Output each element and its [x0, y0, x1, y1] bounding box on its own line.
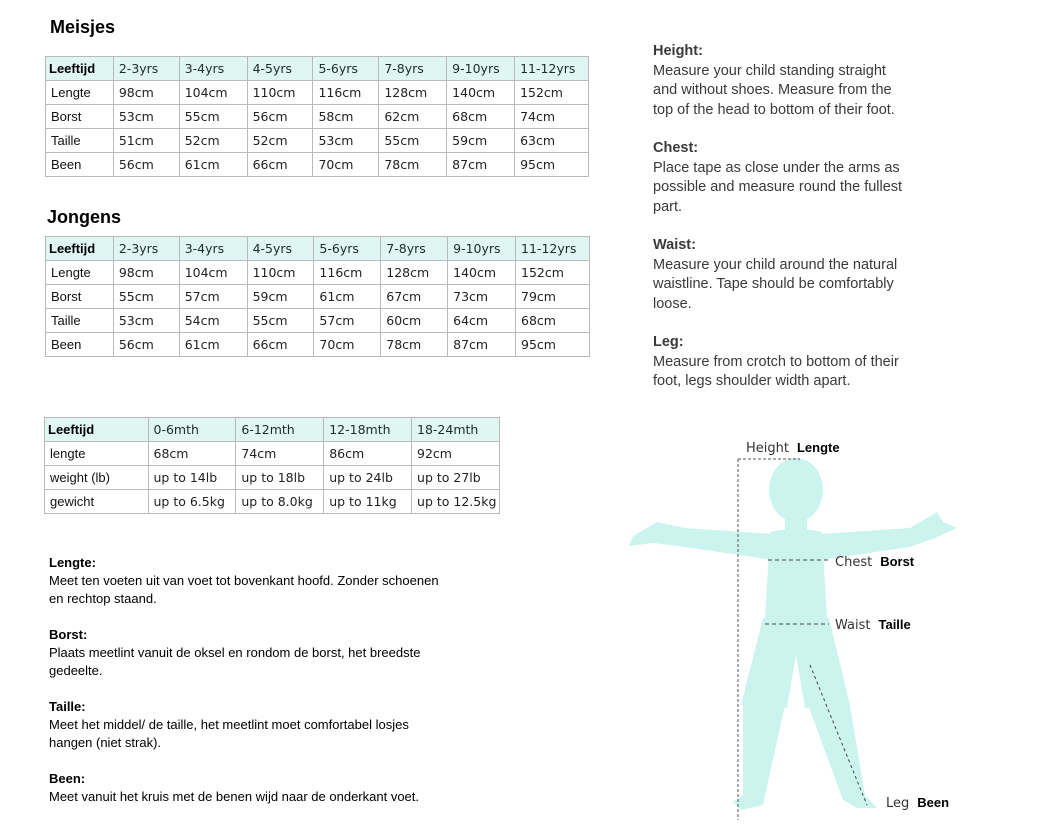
table-row — [46, 153, 589, 177]
row-label-cell: Borst — [46, 105, 114, 129]
instruction-line: loose. — [653, 295, 692, 312]
table-header-row — [46, 57, 589, 81]
measurement-cell: 61cm — [314, 285, 381, 309]
measurement-cell: 116cm — [313, 81, 379, 105]
instruction-line: hangen (niet strak). — [49, 735, 162, 750]
measurement-cell: 95cm — [516, 333, 590, 357]
instruction-line: waistline. Tape should be comfortably — [653, 276, 894, 292]
instruction-line: Meet het middel/ de taille, het meetlint moet comfortabel losjes — [49, 717, 409, 732]
header-age-cell: 9-10yrs — [447, 57, 515, 81]
girls-size-table — [45, 56, 589, 177]
measurement-cell: 56cm — [247, 105, 313, 129]
instruction-line: Meet ten voeten uit van voet tot bovenkant hoofd. Zonder schoenen — [49, 573, 439, 588]
header-age-cell: 9-10yrs — [448, 237, 516, 261]
measurement-cell: 104cm — [179, 261, 247, 285]
instruction-line: Measure your child standing straight — [653, 62, 886, 79]
measurement-cell: 68cm — [447, 105, 515, 129]
measurement-cell: up to 18lb — [236, 466, 324, 490]
measurement-cell: 116cm — [314, 261, 381, 285]
measurement-cell: 53cm — [113, 105, 179, 129]
instruction-block — [653, 236, 973, 314]
row-label-cell: Lengte — [46, 81, 114, 105]
measurement-cell: 56cm — [113, 153, 179, 177]
measurement-cell: 140cm — [447, 81, 515, 105]
measurement-cell: 53cm — [313, 129, 379, 153]
measurement-cell: 110cm — [247, 81, 313, 105]
instruction-line: gedeelte. — [49, 663, 103, 678]
measurement-cell: 152cm — [516, 261, 590, 285]
instruction-line: possible and measure round the fullest — [653, 179, 903, 195]
table-row — [46, 105, 589, 129]
english-instructions — [653, 42, 973, 411]
measurement-cell: 52cm — [179, 129, 247, 153]
row-label-cell: Borst — [46, 285, 114, 309]
measurement-cell: 86cm — [324, 442, 412, 466]
measurement-cell: 73cm — [448, 285, 516, 309]
measurement-cell: 67cm — [381, 285, 448, 309]
header-age-cell: 12-18mth — [324, 418, 412, 442]
instruction-block — [49, 770, 549, 806]
measurement-cell: 152cm — [515, 81, 589, 105]
measurement-cell: 98cm — [113, 261, 179, 285]
measurement-cell: 70cm — [313, 153, 379, 177]
row-label-cell: lengte — [45, 442, 149, 466]
figure-leg-label: Leg Been — [886, 795, 950, 811]
child-silhouette — [629, 458, 957, 810]
measurement-cell: 78cm — [381, 333, 448, 357]
header-age-cell: 0-6mth — [148, 418, 236, 442]
instruction-block — [49, 698, 549, 752]
measurement-cell: up to 12.5kg — [412, 490, 500, 514]
measurement-cell: 54cm — [179, 309, 247, 333]
measurement-cell: 57cm — [179, 285, 247, 309]
instruction-line: Place tape as close under the arms as — [653, 159, 900, 176]
header-label-cell: Leeftijd — [45, 418, 149, 442]
measurement-cell: 61cm — [179, 153, 247, 177]
instruction-line: Meet vanuit het kruis met de benen wijd naar de onderkant voet. — [49, 789, 419, 804]
measurement-cell: 63cm — [515, 129, 589, 153]
measurement-cell: up to 6.5kg — [148, 490, 236, 514]
instruction-title: Height: — [653, 43, 703, 59]
boys-size-table — [45, 236, 590, 357]
header-age-cell: 3-4yrs — [179, 237, 247, 261]
table-row — [46, 285, 590, 309]
measurement-cell: 92cm — [412, 442, 500, 466]
measurement-cell: 55cm — [113, 285, 179, 309]
measurement-cell: 61cm — [179, 333, 247, 357]
measurement-cell: 87cm — [447, 153, 515, 177]
measurement-cell: 59cm — [247, 285, 314, 309]
instruction-title: Been: — [49, 771, 86, 786]
table-row — [46, 81, 589, 105]
table-header-row — [45, 418, 500, 442]
measurement-cell: 60cm — [381, 309, 448, 333]
instruction-title: Waist: — [653, 237, 696, 253]
dutch-instructions — [49, 554, 549, 824]
instruction-line: en rechtop staand. — [49, 591, 157, 606]
measurement-cell: up to 11kg — [324, 490, 412, 514]
header-age-cell: 18-24mth — [412, 418, 500, 442]
instruction-title: Chest: — [653, 140, 699, 156]
measurement-cell: 128cm — [381, 261, 448, 285]
instruction-line: top of the head to bottom of their foot. — [653, 101, 895, 118]
measurement-cell: 110cm — [247, 261, 314, 285]
figure-waist-label: Waist Taille — [835, 617, 911, 633]
measurement-cell: 59cm — [447, 129, 515, 153]
instruction-line: and without shoes. Measure from the — [653, 82, 892, 98]
measurement-cell: 87cm — [448, 333, 516, 357]
measurement-cell: 104cm — [179, 81, 247, 105]
instruction-block — [49, 626, 549, 680]
measurement-cell: 66cm — [247, 333, 314, 357]
measurement-cell: 62cm — [379, 105, 447, 129]
instruction-title: Taille: — [49, 699, 86, 714]
instruction-line: part. — [653, 198, 683, 215]
table-header-row — [46, 237, 590, 261]
row-label-cell: Taille — [46, 129, 114, 153]
instruction-block — [653, 139, 973, 217]
measurement-cell: 55cm — [247, 309, 314, 333]
measurement-cell: 140cm — [448, 261, 516, 285]
measurement-cell: 51cm — [113, 129, 179, 153]
measurement-cell: up to 27lb — [412, 466, 500, 490]
table-row — [45, 490, 500, 514]
measurement-cell: 64cm — [448, 309, 516, 333]
instruction-line: Measure your child around the natural — [653, 256, 898, 273]
instruction-block — [653, 42, 973, 120]
instruction-title: Lengte: — [49, 555, 96, 570]
measurement-cell: up to 24lb — [324, 466, 412, 490]
figure-height-label: Height Lengte — [746, 440, 840, 456]
table-row — [46, 309, 590, 333]
measurement-cell: 79cm — [516, 285, 590, 309]
header-age-cell: 4-5yrs — [247, 57, 313, 81]
measurement-cell: up to 14lb — [148, 466, 236, 490]
header-age-cell: 2-3yrs — [113, 57, 179, 81]
table-row — [46, 129, 589, 153]
table-row — [46, 333, 590, 357]
instruction-line: Plaats meetlint vanuit de oksel en rondom de borst, het breedste — [49, 645, 421, 660]
measurement-cell: 53cm — [113, 309, 179, 333]
table-row — [45, 466, 500, 490]
table-row — [46, 261, 590, 285]
child-measurement-figure — [625, 450, 965, 825]
measurement-cell: 58cm — [313, 105, 379, 129]
measurement-cell: 128cm — [379, 81, 447, 105]
row-label-cell: weight (lb) — [45, 466, 149, 490]
header-age-cell: 3-4yrs — [179, 57, 247, 81]
header-age-cell: 5-6yrs — [314, 237, 381, 261]
header-age-cell: 5-6yrs — [313, 57, 379, 81]
measurement-cell: 66cm — [247, 153, 313, 177]
figure-chest-label: Chest Borst — [835, 554, 915, 570]
header-age-cell: 7-8yrs — [379, 57, 447, 81]
baby-size-table — [44, 417, 500, 514]
header-age-cell: 11-12yrs — [516, 237, 590, 261]
instruction-block — [49, 554, 549, 608]
measurement-cell: 55cm — [179, 105, 247, 129]
instruction-title: Leg: — [653, 334, 684, 350]
table-row — [45, 442, 500, 466]
header-age-cell: 7-8yrs — [381, 237, 448, 261]
girls-title: Meisjes — [50, 17, 116, 37]
instruction-title: Borst: — [49, 627, 88, 642]
row-label-cell: Taille — [46, 309, 114, 333]
header-age-cell: 4-5yrs — [247, 237, 314, 261]
row-label-cell: Lengte — [46, 261, 114, 285]
header-label-cell: Leeftijd — [46, 57, 114, 81]
row-label-cell: Been — [46, 153, 114, 177]
header-age-cell: 6-12mth — [236, 418, 324, 442]
measurement-cell: 57cm — [314, 309, 381, 333]
measurement-cell: 78cm — [379, 153, 447, 177]
header-label-cell: Leeftijd — [46, 237, 114, 261]
instruction-block — [653, 333, 973, 392]
row-label-cell: Been — [46, 333, 114, 357]
measurement-cell: 74cm — [236, 442, 324, 466]
measurement-cell: 95cm — [515, 153, 589, 177]
measurement-cell: 52cm — [247, 129, 313, 153]
measurement-cell: 56cm — [113, 333, 179, 357]
row-label-cell: gewicht — [45, 490, 149, 514]
header-age-cell: 11-12yrs — [515, 57, 589, 81]
measurement-cell: 70cm — [314, 333, 381, 357]
measurement-cell: 68cm — [148, 442, 236, 466]
header-age-cell: 2-3yrs — [113, 237, 179, 261]
instruction-line: foot, legs shoulder width apart. — [653, 373, 851, 389]
boys-title: Jongens — [47, 207, 122, 227]
measurement-cell: 68cm — [516, 309, 590, 333]
measurement-cell: up to 8.0kg — [236, 490, 324, 514]
measurement-cell: 74cm — [515, 105, 589, 129]
measurement-cell: 98cm — [113, 81, 179, 105]
measurement-cell: 55cm — [379, 129, 447, 153]
instruction-line: Measure from crotch to bottom of their — [653, 353, 899, 370]
